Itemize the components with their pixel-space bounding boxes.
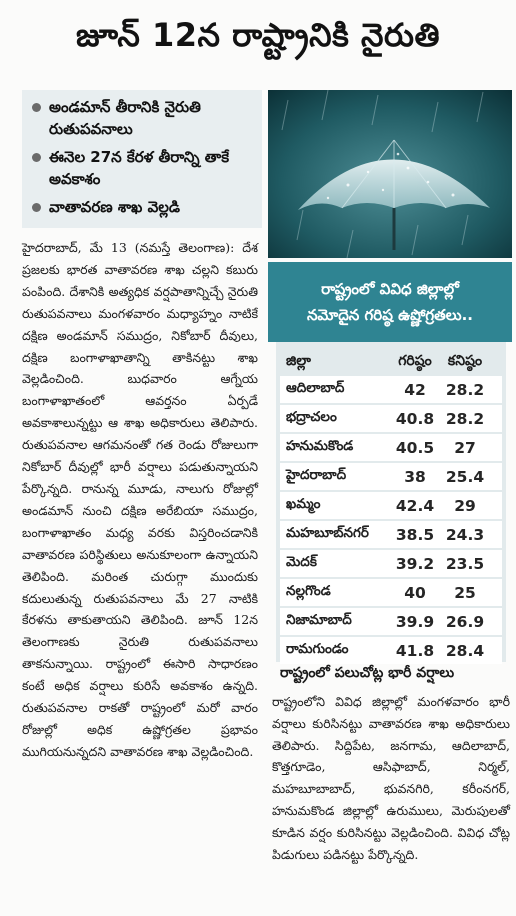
max-temp: 42.4 xyxy=(395,496,435,515)
article2-text: రాష్ట్రంలోని వివిధ జిల్లాల్లో మంగళవారం భారీ వర్షాలు కురిసినట్టు వాతావరణ శాఖ అధికారులు తెలిపారు. సిద్దిపేట, జనగామ, ఆదిలాబాద్, కొత్తగూడెం, ఆసిఫాబాద్, నిర్మల్, మహబూబాబాద్, భువనగిరి, కరీంనగర్, హనుమకొండ జిల్లాల్లో ఉరుములు, మెరుపులతో కూడిన వర్షం కురిసినట్టు వెల్లడించింది. వివిధ చోట్ల పిడుగులు పడినట్టు పేర్కొన్నది. xyxy=(272,694,510,862)
bullet-item xyxy=(32,146,254,190)
max-temp: 40.8 xyxy=(395,409,435,428)
header-district: జిల్లా xyxy=(286,353,311,369)
district-name: నిజామాబాద్ xyxy=(286,612,352,628)
max-temp: 40 xyxy=(404,583,426,602)
table-row xyxy=(280,492,502,519)
bullet-text: ఈనెల 27న కేరళ తీరాన్ని తాకే అవకాశం xyxy=(49,148,230,188)
article-left-column xyxy=(22,237,258,902)
min-temp: 23.5 xyxy=(445,554,485,573)
max-temp: 42 xyxy=(404,380,426,399)
table-row xyxy=(280,521,502,548)
bullet-text: అండమాన్ తీరానికి నైరుతి రుతుపవనాలు xyxy=(49,98,201,138)
min-temp: 29 xyxy=(454,496,476,515)
table-row xyxy=(280,550,502,577)
table-row xyxy=(280,637,502,664)
temperature-box-title xyxy=(268,262,512,342)
umbrella-rain-icon xyxy=(268,90,512,258)
min-temp: 26.9 xyxy=(445,612,485,631)
min-temp: 27 xyxy=(454,438,476,457)
temperature-table-header xyxy=(280,342,502,376)
district-name: భద్రాచలం xyxy=(286,409,337,425)
header-min: కనిష్ఠం xyxy=(447,353,483,369)
district-name: హైదరాబాద్ xyxy=(286,467,347,483)
bullet-dot-icon xyxy=(32,203,41,212)
temperature-table xyxy=(276,342,506,662)
temperature-box-line2: నమోదైన గరిష్ఠ ఉష్ణోగ్రతలు.. xyxy=(307,306,473,324)
max-temp: 39.2 xyxy=(395,554,435,573)
district-name: రామగుండం xyxy=(286,641,349,657)
temperature-box-line1: రాష్ట్రంలో వివిధ జిల్లాల్లో xyxy=(321,280,459,298)
table-row xyxy=(280,434,502,461)
min-temp: 28.2 xyxy=(445,380,485,399)
bullet-item xyxy=(32,196,254,218)
min-temp: 25.4 xyxy=(445,467,485,486)
min-temp: 28.2 xyxy=(445,409,485,428)
district-name: ఖమ్మం xyxy=(286,496,321,512)
article-text: హైదరాబాద్, మే 13 (నమస్తే తెలంగాణ): దేశ ప్రజలకు భారత వాతావరణ శాఖ చల్లని కబురు పంపింది. దేశానికి అత్యధిక వర్షపాతాన్నిచ్చే నైరుతి రుతుపవనాలు మంగళవారం మధ్యాహ్నం నాటికే దక్షిణ అండమాన్ సముద్రం, నికోబార్ దీవులు, దక్షిణ బంగాళాఖాతాన్ని తాకినట్టు శాఖ వెల్లడించింది. బుధవారం ఆగ్నేయ బంగాళాఖాతంలో ఆవర్తనం ఏర్పడే అవకాశాలున్నట్టు ఆ శాఖ అధికారులు తెలిపారు. రుతుపవనాల ఆగమనంతో గత రెండు రోజులుగా నికోబార్ దీవుల్లో భారీ వర్షాలు పడుతున్నాయని పేర్కొన్నది. రానున్న మూడు, నాలుగు రోజుల్లో అండమాన్ నుంచి దక్షిణ అరేబియా సముద్రం, బంగాళాఖాతం మధ్య వరకు విస్తరించడానికి వాతావరణ పరిస్థితులు అనుకూలంగా ఉన్నాయని తెలిపింది. మరింత చురుగ్గా ముందుకు కదులుతున్న రుతుపవనాలు మే 27 నాటికి కేరళను తాకుతాయని తెలిపింది. జూన్ 12న తెలంగాణకు నైరుతి రుతుపవనాలు తాకనున్నాయి. రాష్ట్రంలో ఈసారి సాధారణం కంటే అధిక వర్షాలు కురిసే అవకాశం ఉన్నది. రుతుపవనాల రాకతో రాష్ట్రంలో మరో వారం రోజుల్లో అధిక ఉష్ణోగ్రతల ప్రభావం ముగియనున్నదని వాతావరణ శాఖ వెల్లడించింది. xyxy=(22,240,258,759)
max-temp: 39.9 xyxy=(395,612,435,631)
table-row xyxy=(280,608,502,635)
district-name: హనుమకొండ xyxy=(286,438,354,454)
article-right-column xyxy=(272,691,510,901)
header-max: గరిష్ఠం xyxy=(398,353,432,369)
district-name: మెదక్ xyxy=(286,554,317,570)
max-temp: 40.5 xyxy=(395,438,435,457)
max-temp: 41.8 xyxy=(395,641,435,660)
min-temp: 24.3 xyxy=(445,525,485,544)
table-row xyxy=(280,463,502,490)
table-row xyxy=(280,376,502,403)
min-temp: 28.4 xyxy=(445,641,485,660)
bullet-box xyxy=(22,90,262,228)
district-name: ఆదిలాబాద్ xyxy=(286,380,345,396)
headline: జూన్ 12న రాష్ట్రానికి నైరుతి xyxy=(75,16,441,54)
rain-subheadline: రాష్ట్రంలో పలుచోట్ల భారీ వర్షాలు xyxy=(280,665,455,681)
umbrella-rain-photo xyxy=(268,90,512,258)
bullet-item xyxy=(32,96,254,140)
min-temp: 25 xyxy=(454,583,476,602)
table-row xyxy=(280,579,502,606)
table-row xyxy=(280,405,502,432)
max-temp: 38.5 xyxy=(395,525,435,544)
bullet-dot-icon xyxy=(32,103,41,112)
bullet-dot-icon xyxy=(32,153,41,162)
district-name: నల్లగొండ xyxy=(286,583,331,599)
max-temp: 38 xyxy=(404,467,426,486)
bullet-text: వాతావరణ శాఖ వెల్లడి xyxy=(49,198,181,216)
district-name: మహబూబ్‌నగర్ xyxy=(286,525,369,541)
